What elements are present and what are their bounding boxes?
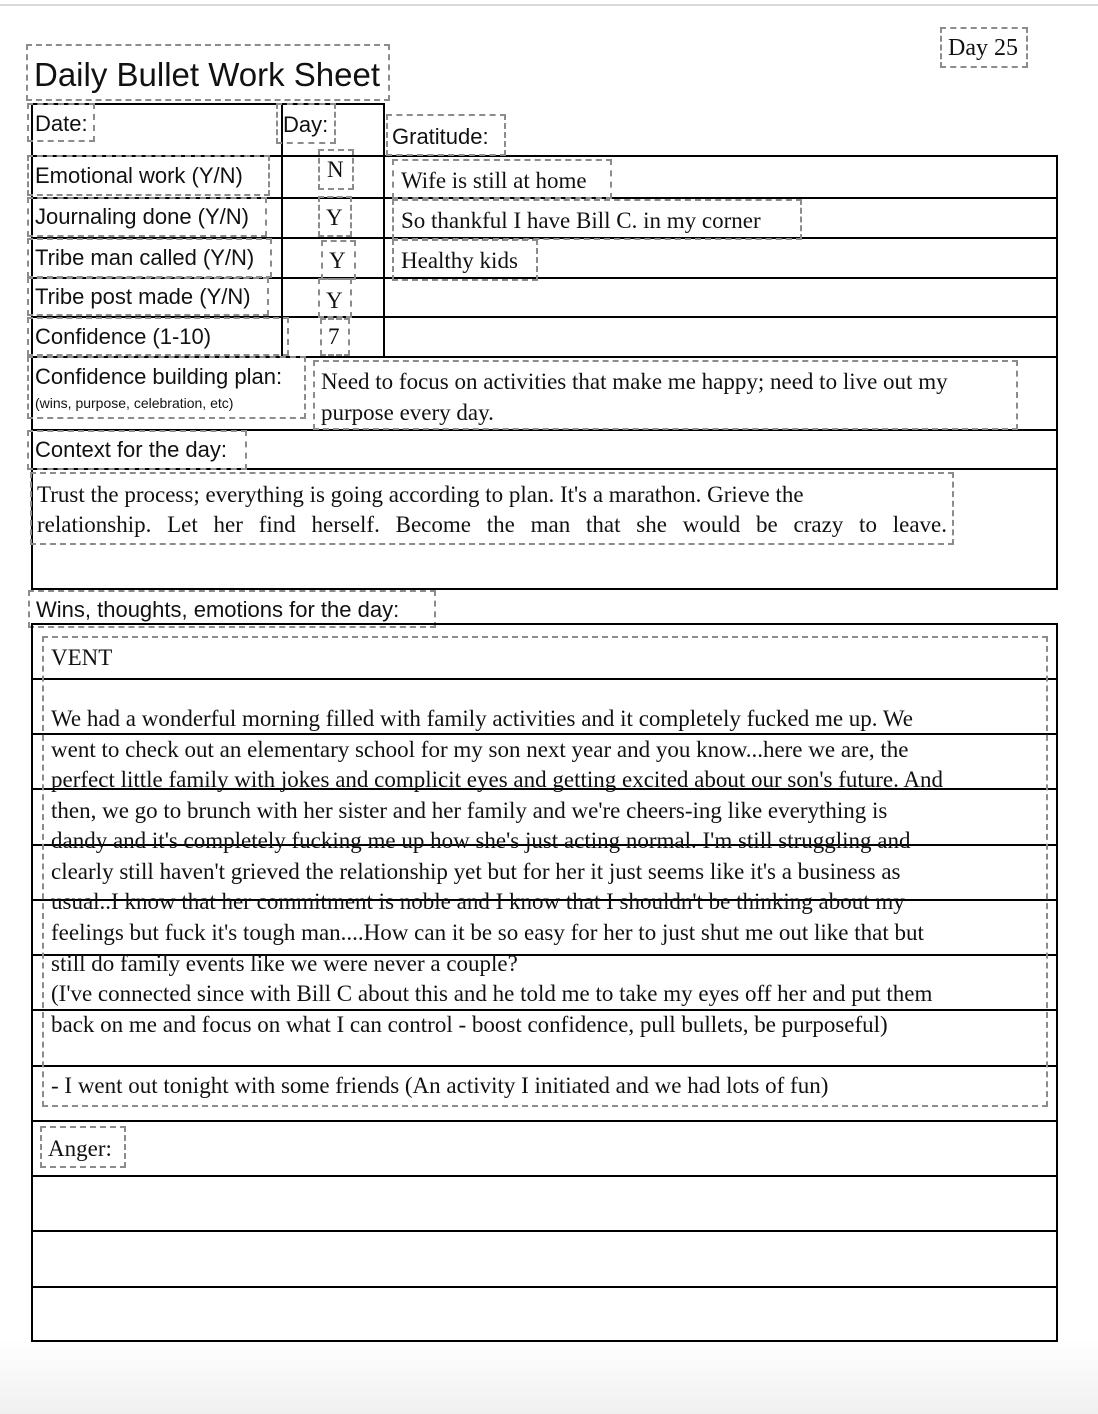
- day-badge: Day 25: [948, 35, 1018, 61]
- wins-line-1[interactable]: We had a wonderful morning filled with family activities and it completely fucked me up. We: [51, 706, 913, 731]
- table-line: [31, 1340, 1058, 1342]
- wins-line-9[interactable]: still do family events like we were never a couple?: [51, 951, 518, 976]
- wins-line-7[interactable]: usual..I know that her commitment is noble and I know that I shouldn't be thinking about my: [51, 889, 905, 914]
- table-line: [383, 103, 385, 357]
- anger-line-1[interactable]: [33, 1177, 1055, 1229]
- date-label: Date:: [35, 111, 88, 136]
- gratitude-label: Gratitude:: [392, 124, 489, 149]
- wins-line-5[interactable]: dandy and it's completely fucking me up how she's just acting normal. I'm still struggling and: [51, 828, 911, 853]
- confidence-plan-line-2[interactable]: purpose every day.: [321, 400, 494, 425]
- wins-line-2[interactable]: went to check out an elementary school for my son next year and you know...here we are, the: [51, 737, 909, 762]
- anger-label: Anger:: [48, 1136, 112, 1161]
- wins-label: Wins, thoughts, emotions for the day:: [36, 597, 400, 622]
- context-line-2[interactable]: relationship. Let her find herself. Become the man that she would be crazy to leave.: [37, 512, 947, 537]
- wins-bullet[interactable]: - I went out tonight with some friends (An activity I initiated and we had lots of fun): [51, 1073, 829, 1098]
- confidence-plan-label: Confidence building plan:: [35, 364, 283, 389]
- wins-line-4[interactable]: then, we go to brunch with her sister and her family and we're cheers-ing like everything is: [51, 798, 888, 823]
- table-line: [1056, 155, 1058, 590]
- context-label: Context for the day:: [35, 437, 227, 462]
- table-line: [31, 1120, 1058, 1122]
- context-line-1[interactable]: Trust the process; everything is going according to plan. It's a marathon. Grieve the: [37, 482, 804, 507]
- checklist-value-tribe-post-made[interactable]: Y: [326, 288, 343, 313]
- wins-line-3[interactable]: perfect little family with jokes and complicit eyes and getting excited about our son's future. And: [51, 767, 943, 792]
- checklist-label-emotional-work: Emotional work (Y/N): [35, 163, 243, 188]
- checklist-value-confidence[interactable]: 7: [328, 324, 340, 349]
- gratitude-item-1[interactable]: Wife is still at home: [401, 168, 587, 193]
- table-line: [31, 623, 1058, 625]
- checklist-value-tribe-man-called[interactable]: Y: [329, 248, 346, 273]
- checklist-label-tribe-post-made: Tribe post made (Y/N): [35, 284, 251, 309]
- checklist-value-journaling[interactable]: Y: [326, 205, 343, 230]
- confidence-plan-sublabel: (wins, purpose, celebration, etc): [35, 395, 234, 411]
- checklist-value-emotional-work[interactable]: N: [327, 157, 344, 182]
- wins-heading[interactable]: VENT: [51, 645, 113, 670]
- gratitude-item-3[interactable]: Healthy kids: [401, 248, 518, 273]
- checklist-label-journaling: Journaling done (Y/N): [35, 204, 250, 229]
- wins-line-6[interactable]: clearly still haven't grieved the relationship yet but for her it just seems like it's a business as: [51, 859, 901, 884]
- page-title: Daily Bullet Work Sheet: [34, 56, 381, 93]
- anger-line-3[interactable]: [33, 1288, 1055, 1339]
- checklist-label-confidence: Confidence (1-10): [35, 324, 212, 349]
- wins-line-11[interactable]: back on me and focus on what I can control - boost confidence, pull bullets, be purposeful): [51, 1012, 888, 1037]
- wins-line-10[interactable]: (I've connected since with Bill C about this and he told me to take my eyes off her and put them: [51, 981, 933, 1006]
- confidence-plan-line-1[interactable]: Need to focus on activities that make me happy; need to live out my: [321, 369, 948, 394]
- anger-line-2[interactable]: [33, 1232, 1055, 1285]
- date-field[interactable]: [100, 105, 278, 153]
- wins-line-8[interactable]: feelings but fuck it's tough man....How can it be so easy for her to just shut me out like that but: [51, 920, 924, 945]
- checklist-label-tribe-man-called: Tribe man called (Y/N): [35, 245, 255, 270]
- table-line: [1056, 623, 1058, 1342]
- gratitude-item-4[interactable]: [392, 280, 1052, 314]
- page-top-border: [0, 4, 1098, 6]
- gratitude-item-5[interactable]: [392, 320, 1052, 354]
- gratitude-item-2[interactable]: So thankful I have Bill C. in my corner: [401, 208, 761, 233]
- day-label: Day:: [283, 112, 329, 137]
